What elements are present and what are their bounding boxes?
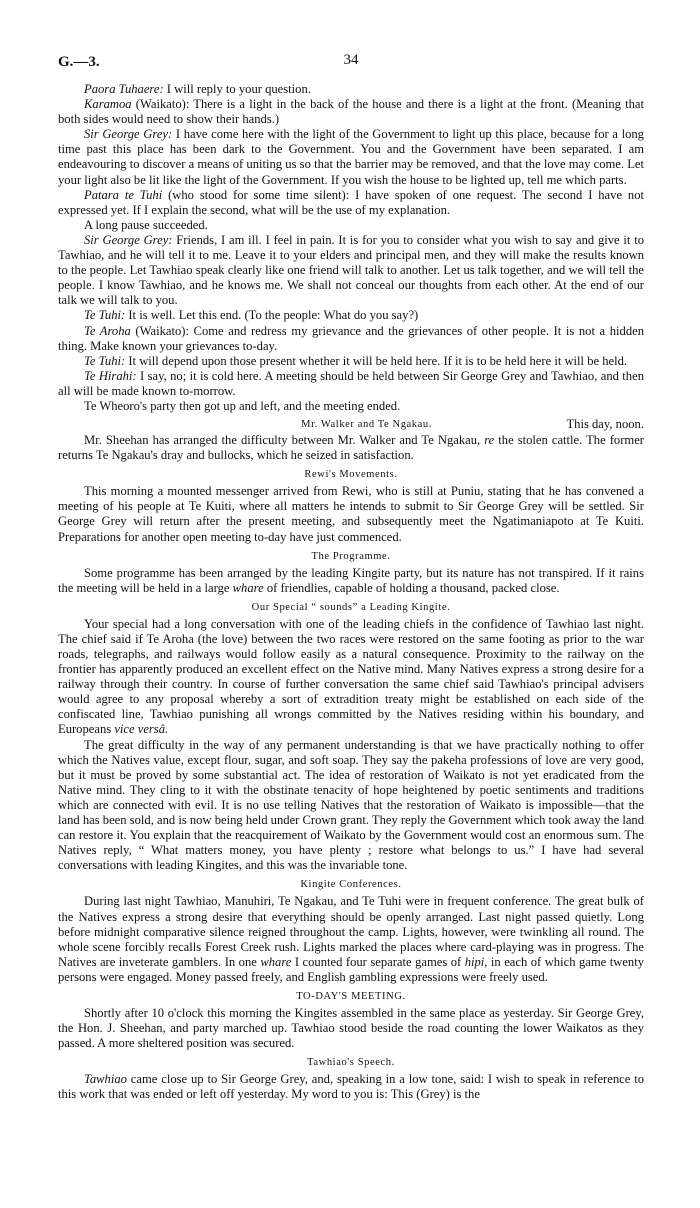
dialogue-paragraph bbox=[58, 82, 644, 97]
paragraph-text: the stolen cattle. The former returns Te Ngakau's dray and bullocks, which he seized in satisfaction. bbox=[58, 433, 644, 463]
italic-term: re bbox=[484, 433, 495, 448]
dialogue-text: Friends, I am ill. I feel in pain. It is for you to consider what you wish to say and give it to Tawhiao, and he will tell it to me. Leave it to your elders and principal men, and they will make the results known to the people. Let Tawhiao speak clearly like one friend will talk to another. Let us talk together, and we will tell the people. I know Tawhiao, and he knows me. We shall not conceal our thoughts from each other. At the end of our talk we will talk to you. bbox=[58, 232, 644, 308]
paragraph-text: , in each of which game twenty persons were engaged. Money passed freely, and English gambling expressions were freely used. bbox=[58, 954, 644, 984]
italic-term: whare bbox=[232, 580, 264, 595]
speaker-suffix: : bbox=[168, 232, 173, 247]
dialogue-text: I say, no; it is cold here. A meeting should be held between Sir George Grey and Tawhiao, and then all will be made known to-morrow. bbox=[58, 368, 644, 398]
page-header bbox=[58, 0, 644, 82]
dialogue-text: It will depend upon those present whether it will be held here. If it is to be held here it will be held. bbox=[125, 353, 628, 368]
dialogue-paragraph bbox=[58, 399, 644, 414]
section-paragraph bbox=[58, 617, 644, 738]
speaker-name: Te Tuhi bbox=[84, 353, 121, 368]
paragraph-text: Your special had a long conversation with one of the leading chiefs in the confidence of Tawhiao last night. The chief said if Te Aroha (the love) between the two races were restored on the same footing as prior to the war roads, telegraphs, and railways would follow easily as a natural consequence. Proximity to the railway on the frontier has apparently produced an excellent effect on the Native mind. Many Natives express a strong desire for a railway through their country. In course of further conversation the same chief said Tawhiao's principal advisers would agree to any proposal whereby a sort of extradition treaty might be established on each side of the confiscated line, Tawhiao punishing all wrongs committed by the Natives residing within his boundary, and Europeans bbox=[58, 616, 644, 737]
speaker-name: Karamoa bbox=[84, 97, 132, 112]
dialogue-text: A long pause succeeded. bbox=[84, 217, 208, 232]
section-heading: Mr. Walker and Te Ngakau. bbox=[301, 419, 432, 431]
section-heading: Our Special “ sounds” a Leading Kingite. bbox=[251, 601, 451, 613]
dateline: This day, noon. bbox=[566, 417, 644, 432]
italic-term: whare bbox=[260, 954, 292, 969]
speaker-suffix: : bbox=[159, 82, 164, 96]
paragraph-text: During last night Tawhiao, Manuhiri, Te Ngakau, and Te Tuhi were in frequent conference. The great bulk of the Natives express a strong desire that everything should be openly arranged. Last night passed quietly. Long before midnight comparative silence reigned throughout the camp. Lights, however, were twinkling all round. The whole scene forcibly recalls Forest Creek rush. Lights marked the places where card-playing was in progress. The Natives are inveterate gamblers. In one bbox=[58, 894, 644, 969]
speaker-name: Tawhiao bbox=[84, 1072, 127, 1087]
page-number: 34 bbox=[343, 52, 359, 68]
section-heading: Kingite Conferences. bbox=[300, 879, 402, 891]
speaker-name: Sir George Grey bbox=[84, 232, 169, 247]
paragraph-text: came close up to Sir George Grey, and, speaking in a low tone, said: I wish to speak in reference to this work that was ended or left off yesterday. My word to you is: This (Grey) is the bbox=[58, 1072, 644, 1102]
paragraph-text: Some programme has been arranged by the leading Kingite party, but its nature has not transpired. If it rains the meeting will be held in a large bbox=[58, 565, 644, 595]
paragraph-text: of friendlies, capable of holding a thousand, packed close. bbox=[263, 580, 560, 595]
speaker-name: Sir George Grey bbox=[84, 127, 168, 142]
section-walker-heading-row bbox=[58, 418, 644, 431]
dialogue-paragraph bbox=[58, 97, 644, 127]
section-paragraph: Shortly after 10 o'clock this morning the Kingites assembled in the same place as yesterday. Sir George Grey, the Hon. J. Sheehan, and party marched up. Tawhiao stood beside the road counting the lower Waikatos as they passed. A more sheltered position was secured. bbox=[58, 1005, 644, 1051]
dialogue-text: (Waikato): There is a light in the back of the house and there is a light at the front. (Meaning that both sides would need to show their hands.) bbox=[58, 97, 644, 127]
speaker-suffix: : bbox=[121, 308, 126, 323]
dialogue-text: (who stood for some time silent): I have spoken of one request. The second I have not expressed yet. If I explain the second, what will be the use of my explanation. bbox=[58, 187, 644, 217]
speaker-name: Te Hirahi bbox=[84, 368, 133, 383]
dialogue-paragraph bbox=[58, 188, 644, 218]
dialogue-text: Te Wheoro's party then got up and left, and the meeting ended. bbox=[84, 398, 401, 413]
section-paragraph bbox=[58, 894, 644, 985]
dialogue-text: I have come here with the light of the Government to light up this place, because for a long time past this place has been dark to the Government. You and the Government have been separated. I am endeavouring to discover a means of uniting us so that the barrier may be removed, and that the love may come. Let your light also be lit like the light of the Government. If you wish the house to be lighted up, tell me which parts. bbox=[58, 127, 644, 187]
dialogue-paragraph bbox=[58, 218, 644, 233]
dialogue-paragraph bbox=[58, 369, 644, 399]
section-heading: Rewi's Movements. bbox=[304, 469, 398, 481]
speaker-name: Paora Tuhaere bbox=[84, 82, 160, 96]
document-reference: G.—3. bbox=[58, 54, 100, 70]
section-heading: The Programme. bbox=[311, 550, 391, 562]
italic-term: hipi bbox=[464, 954, 485, 969]
section-paragraph bbox=[58, 566, 644, 596]
section-heading: TO-DAY'S MEETING. bbox=[296, 990, 406, 1002]
speaker-suffix: : bbox=[168, 127, 173, 142]
dialogue-paragraph bbox=[58, 324, 644, 354]
section-paragraph: The great difficulty in the way of any permanent understanding is that we have practically nothing to offer which the Natives value, except flour, sugar, and soft soap. They say the pakeha professions of love are very good, but it must be proved by some substantial act. The idea of restoration of Waikato is not yet eradicated from the Native mind. They cling to it with the obstinate tenacity of hope heightened by poetic sentiments and traditions which are connected with evil. It is no use telling Natives that the restoration of Waikato is impossible—that the land has been sold, and is now being held under Crown grant. They reply the Government which took away the land can restore it. You explain that the reacquirement of Waikato by the Government would cost an enormous sum. The Natives reply, “ What matters money, you have plenty ; restore what belongs to us.” I have had several conversations with leading Kingites, and this was the invariable tone. bbox=[58, 737, 644, 873]
section-paragraph bbox=[58, 1072, 644, 1102]
speaker-suffix: : bbox=[121, 353, 126, 368]
section-paragraph: This morning a mounted messenger arrived from Rewi, who is still at Puniu, stating that he has convened a meeting of his people at Te Kuiti, where all matters he intends to submit to Sir George Grey will be settled. Sir George Grey will return after the present meeting, and subsequently meet the Ngatimaniapoto at Te Kuiti. Preparations for another open meeting to-day have just commenced. bbox=[58, 484, 644, 544]
dialogue-paragraph bbox=[58, 233, 644, 308]
speaker-suffix: : bbox=[132, 368, 137, 383]
dialogue-text: (Waikato): Come and redress my grievance and the grievances of other people. It is not a hidden thing. Make known your grievances to-day. bbox=[58, 323, 645, 353]
italic-term: vice versâ. bbox=[114, 722, 169, 737]
speaker-name: Te Aroha bbox=[84, 323, 131, 338]
dialogue-paragraph bbox=[58, 308, 644, 323]
section-heading: Tawhiao's Speech. bbox=[307, 1057, 395, 1069]
speaker-name: Te Tuhi bbox=[84, 308, 121, 323]
speaker-name: Patara te Tuhi bbox=[84, 187, 163, 202]
dialogue-paragraph bbox=[58, 127, 644, 187]
opening-dialogue bbox=[58, 82, 644, 414]
section-paragraph bbox=[58, 433, 644, 463]
dialogue-text: I will reply to your question. bbox=[163, 82, 311, 96]
dialogue-text: It is well. Let this end. (To the people: What do you say?) bbox=[125, 308, 419, 323]
dialogue-paragraph bbox=[58, 354, 644, 369]
paragraph-text: Mr. Sheehan has arranged the difficulty between Mr. Walker and Te Ngakau, bbox=[84, 433, 485, 448]
paragraph-text: I counted four separate games of bbox=[291, 954, 465, 969]
